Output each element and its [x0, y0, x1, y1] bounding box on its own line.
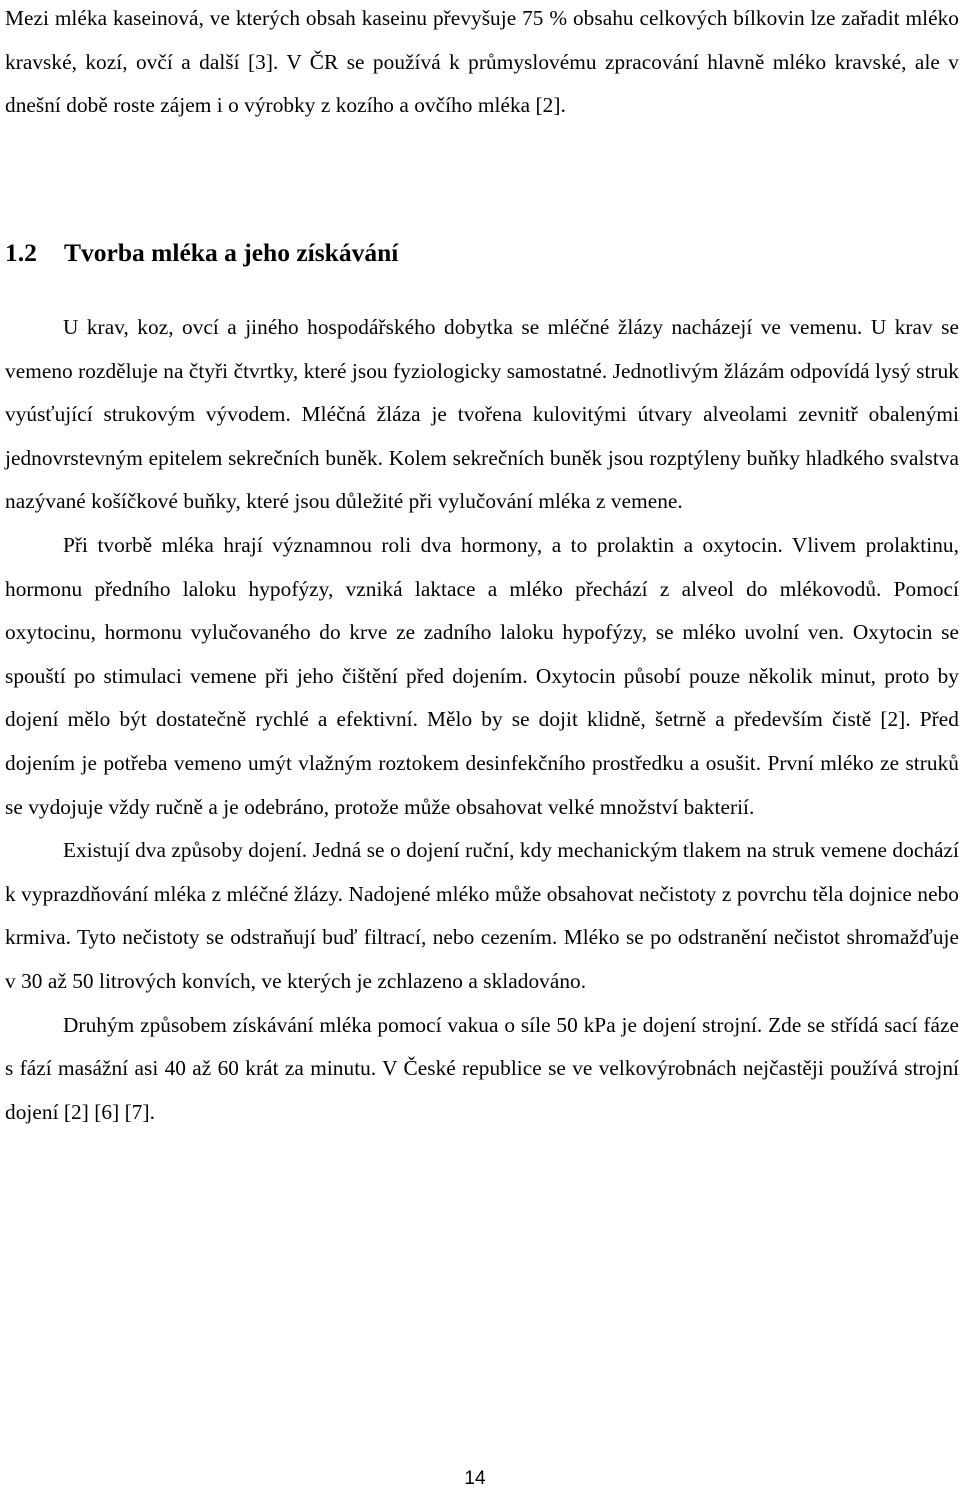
page-number: 14	[464, 1468, 486, 1489]
document-page	[5, 0, 959, 1491]
paragraph-machine-milking: Druhým způsobem získávání mléka pomocí vakua o síle 50 kPa je dojení strojní. Zde se střídá sací fáze s fází masážní asi 40 až 60 krát za minutu. V České republice se ve velkovýrobnách nejčastěji používá strojní dojení [2] [6] [7].	[5, 1012, 959, 1124]
section-title: Tvorba mléka a jeho získávání	[64, 238, 399, 267]
paragraph-hormones: Při tvorbě mléka hrají významnou roli dva hormony, a to prolaktin a oxytocin. Vlivem prolaktinu, hormonu předního laloku hypofýzy, vzniká laktace a mléko přechází z alveol do mlékovodů. Pomocí oxytocinu, hormonu vylučovaného do krve ze zadního laloku hypofýzy, se mléko uvolní ven. Oxytocin se spouští po stimulaci vemene při jeho čištění před dojením. Oxytocin působí pouze několik minut, proto by dojení mělo být dostatečně rychlé a efektivní. Mělo by se dojit klidně, šetrně a především čistě [2]. Před dojením je potřeba vemeno umýt vlažným roztokem desinfekčního prostředku a osušit. První mléko ze struků se vydojuje vždy ručně a je odebráno, protože může obsahovat velké množství bakterií.	[5, 532, 959, 819]
paragraph-milking-methods: Existují dva způsoby dojení. Jedná se o dojení ruční, kdy mechanickým tlakem na struk vemene dochází k vyprazdňování mléka z mléčné žlázy. Nadojené mléko může obsahovat nečistoty z povrchu těla dojnice nebo krmiva. Tyto nečistoty se odstraňují buď filtrací, nebo cezením. Mléko se po odstranění nečistot shromažďuje v 30 až 50 litrových konvích, ve kterých je zchlazeno a skladováno.	[5, 838, 959, 993]
paragraph-udder: U krav, koz, ovcí a jiného hospodářského dobytka se mléčné žlázy nacházejí ve vemenu. U krav se vemeno rozděluje na čtyři čtvrtky, které jsou fyziologicky samostatné. Jednotlivým žlázám odpovídá lysý struk vyúsťující strukovým vývodem. Mléčná žláza je tvořena kulovitými útvary alveolami zevnitř obalenými jednovrstevným epitelem sekrečních buněk. Kolem sekrečních buněk jsou rozptýleny buňky hladkého svalstva nazývané košíčkové buňky, které jsou důležité při vylučování mléka z vemene.	[5, 315, 959, 514]
section-number: 1.2	[5, 238, 37, 267]
section-body	[5, 306, 959, 1134]
section-heading	[5, 235, 398, 271]
intro-paragraph: Mezi mléka kaseinová, ve kterých obsah kaseinu převyšuje 75 % obsahu celkových bílkovin lze zařadit mléko kravské, kozí, ovčí a další [3]. V ČR se používá k průmyslovému zpracování hlavně mléko kravské, ale v dnešní době roste zájem i o výrobky z kozího a ovčího mléka [2].	[5, 6, 959, 118]
